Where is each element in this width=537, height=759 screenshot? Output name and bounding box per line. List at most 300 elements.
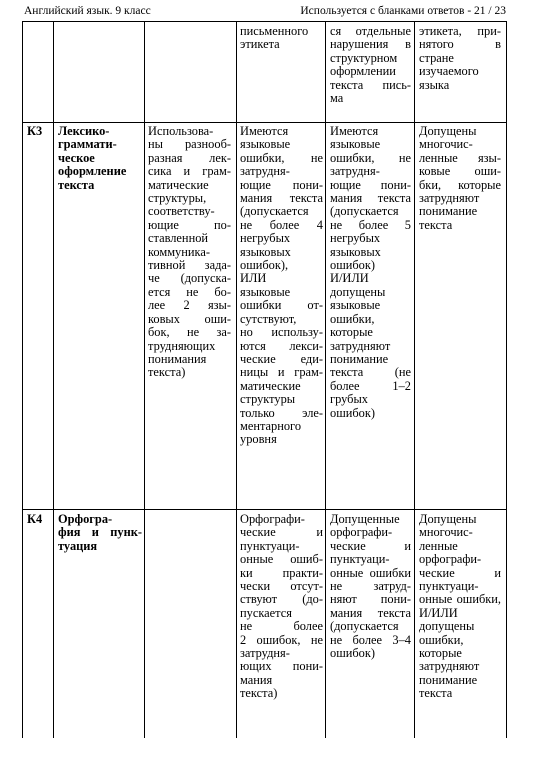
cell-word: зада- [204, 258, 231, 273]
cell-word: затрудняют [419, 659, 480, 674]
cell-word: пускается [240, 605, 292, 620]
cell-line [58, 152, 142, 165]
cell-word: бок, [148, 325, 170, 340]
cell-word: ошибки, [419, 632, 464, 647]
cell-line [419, 219, 501, 232]
cell-word: (допуска- [180, 271, 231, 286]
cell-line [419, 634, 501, 647]
cell-word: бо- [214, 284, 231, 299]
cell-word: текста [377, 191, 411, 206]
cell-word: языковые [240, 137, 291, 152]
cell-word: изучаемого [419, 64, 479, 79]
top-row-col4 [240, 25, 323, 52]
cell-word: допущены [419, 619, 475, 634]
cell-word: Имеются [240, 124, 289, 138]
k4-code: К4 [27, 512, 43, 526]
cell-word: (до- [302, 592, 323, 607]
cell-word: языковых [330, 244, 381, 259]
cell-word: пунктуаци- [419, 579, 479, 594]
cell-word: мания [240, 672, 273, 687]
cell-line [148, 340, 231, 353]
cell-line [419, 674, 501, 687]
cell-word: которые [330, 325, 373, 340]
cell-word: не [330, 217, 343, 232]
cell-line [240, 179, 323, 192]
cell-line [330, 125, 411, 138]
cell-line [148, 232, 231, 245]
cell-line [240, 165, 323, 178]
table-col-divider [414, 22, 415, 738]
cell-word: пони- [380, 592, 411, 607]
cell-word: ошибки, [456, 592, 501, 607]
cell-line [330, 580, 411, 593]
cell-word: лее [148, 298, 166, 313]
cell-word: ментарного [240, 418, 302, 433]
cell-word: 2 [240, 632, 247, 647]
cell-line [330, 593, 411, 606]
cell-word: разная [148, 150, 183, 165]
cell-word: пунктуаци- [330, 552, 390, 567]
cell-line [330, 259, 411, 272]
cell-word: ческие [240, 525, 276, 540]
cell-word: за- [216, 325, 231, 340]
cell-word: понимание [419, 672, 478, 687]
cell-word: пони- [380, 177, 411, 192]
cell-line [240, 38, 323, 51]
cell-word: не [240, 619, 253, 634]
cell-line [240, 125, 323, 138]
header-page-info: Используется с бланками ответов - 21 / 23 [300, 5, 506, 17]
cell-line [240, 313, 323, 326]
cell-line [240, 526, 323, 539]
cell-word: языковые [330, 298, 381, 313]
cell-word: не [240, 217, 253, 232]
cell-word: структуры [240, 392, 296, 407]
cell-line [330, 299, 411, 312]
cell-word: ошиб- [290, 552, 323, 567]
cell-line [240, 513, 323, 526]
cell-word: 3–4 [392, 632, 411, 647]
cell-word: оши- [204, 311, 231, 326]
cell-line [330, 272, 411, 285]
cell-line [330, 38, 411, 51]
cell-line [58, 179, 142, 192]
cell-word: (допускается [330, 204, 399, 219]
cell-word: по- [214, 217, 231, 232]
cell-word: Орфогра- [58, 512, 113, 526]
cell-word: ницы [240, 365, 269, 380]
k4-criterion-title [58, 513, 142, 553]
cell-word: соответству- [148, 204, 215, 219]
cell-line [419, 65, 501, 78]
cell-line [330, 52, 411, 65]
cell-word: граммати- [58, 137, 117, 152]
cell-word: в [405, 37, 411, 52]
cell-line [240, 152, 323, 165]
k4-score-low [330, 513, 411, 660]
cell-line [419, 125, 501, 138]
cell-word: ствуют [240, 592, 278, 607]
cell-word: ошибки [369, 565, 411, 580]
cell-word: не [186, 325, 200, 340]
cell-line [330, 567, 411, 580]
cell-word: язы- [207, 298, 231, 313]
cell-line [148, 152, 231, 165]
cell-line [58, 138, 142, 151]
cell-line [240, 380, 323, 393]
cell-word: онные [330, 565, 364, 580]
cell-line [419, 553, 501, 566]
cell-word: Имеются [330, 124, 379, 138]
cell-line [330, 634, 411, 647]
cell-word: лек- [209, 150, 231, 165]
cell-word: ческие [330, 538, 366, 553]
cell-line [148, 299, 231, 312]
cell-word: многочис- [419, 137, 473, 152]
cell-word: не [330, 632, 343, 647]
cell-word: трудняющих [148, 338, 216, 353]
cell-word: более [352, 632, 383, 647]
cell-word: ошибок) [330, 258, 376, 273]
cell-word: текста [330, 365, 364, 380]
cell-word: лекси- [289, 338, 323, 353]
cell-line [419, 540, 501, 553]
cell-word: чески [240, 579, 271, 594]
cell-word: и [494, 565, 501, 580]
cell-line [330, 25, 411, 38]
cell-word: не [398, 150, 411, 165]
cell-line [240, 219, 323, 232]
cell-line [240, 138, 323, 151]
cell-word: текста) [148, 365, 186, 380]
cell-word: структурном [330, 50, 398, 65]
cell-word: от- [307, 298, 323, 313]
cell-word: более [330, 378, 360, 393]
cell-line [240, 420, 323, 433]
cell-word: ющие [330, 177, 361, 192]
cell-line [240, 232, 323, 245]
cell-word: язы- [477, 150, 501, 165]
header-subject: Английский язык. 9 класс [24, 5, 151, 17]
top-row-col6 [419, 25, 501, 92]
cell-line [419, 205, 501, 218]
cell-line [330, 165, 411, 178]
cell-line [240, 246, 323, 259]
cell-word: которые [458, 177, 501, 192]
cell-line [240, 393, 323, 406]
cell-word: затрудня- [240, 646, 290, 661]
k3-criterion-title [58, 125, 142, 192]
cell-word: Допущенные [330, 512, 400, 526]
cell-line [240, 540, 323, 553]
cell-line [148, 138, 231, 151]
cell-line [240, 353, 323, 366]
cell-word: этикета [240, 37, 280, 52]
cell-word: ошибки, [240, 150, 285, 165]
cell-word: ющих [240, 659, 272, 674]
cell-word: затрудня- [330, 164, 380, 179]
cell-line [240, 205, 323, 218]
cell-word: сутствуют, [240, 311, 297, 326]
cell-word: использу- [271, 325, 323, 340]
cell-word: структуры, [148, 191, 207, 206]
cell-line [330, 152, 411, 165]
cell-line [58, 165, 142, 178]
cell-word: (допускается [330, 619, 399, 634]
cell-word: ленные [419, 538, 458, 553]
cell-word: коммуника- [148, 244, 210, 259]
cell-word: практи- [282, 565, 323, 580]
cell-line [240, 366, 323, 379]
cell-line [148, 313, 231, 326]
cell-line [240, 580, 323, 593]
cell-line [419, 567, 501, 580]
cell-line [330, 79, 411, 92]
cell-word: стране [419, 50, 454, 65]
cell-word: допущены [330, 284, 386, 299]
cell-word: ошибок) [330, 405, 376, 420]
cell-word: онные [419, 592, 453, 607]
cell-line [240, 607, 323, 620]
cell-word: ошибок) [330, 646, 376, 661]
cell-word: и [316, 525, 323, 540]
cell-line [148, 326, 231, 339]
cell-line [148, 205, 231, 218]
cell-word: Лексико- [58, 124, 110, 138]
cell-word: языковых [240, 244, 291, 259]
cell-word: грубых [330, 392, 368, 407]
cell-line [330, 246, 411, 259]
cell-line [330, 553, 411, 566]
cell-line [419, 647, 501, 660]
cell-word: ошибки, [330, 150, 375, 165]
cell-word: текста [330, 77, 364, 92]
cell-line [330, 407, 411, 420]
cell-line [330, 647, 411, 660]
cell-word: ческое [58, 150, 95, 165]
cell-word: нарушения [330, 37, 389, 52]
k3-score-high [148, 125, 231, 380]
cell-word: еди- [300, 351, 323, 366]
cell-line [419, 152, 501, 165]
cell-word: языковые [330, 137, 381, 152]
cell-line [240, 660, 323, 673]
cell-word: оформлении [330, 64, 396, 79]
cell-word: мания [330, 605, 363, 620]
cell-line [419, 165, 501, 178]
cell-line [330, 205, 411, 218]
cell-word: оши- [474, 164, 501, 179]
cell-word: которые [419, 646, 462, 661]
cell-line [240, 299, 323, 312]
cell-line [330, 366, 411, 379]
cell-word: 2 [183, 298, 190, 313]
cell-line [330, 179, 411, 192]
cell-word: затрудня- [240, 164, 290, 179]
cell-word: разнооб- [184, 137, 231, 152]
cell-word: текста [419, 217, 453, 232]
k3-score-mid [240, 125, 323, 447]
cell-line [240, 634, 323, 647]
cell-word: нятого [419, 37, 454, 52]
cell-word: текста [289, 191, 323, 206]
cell-line [148, 286, 231, 299]
cell-word: более [269, 217, 300, 232]
cell-word: И/ИЛИ [419, 605, 458, 620]
cell-line [240, 192, 323, 205]
table-col-divider [53, 22, 54, 738]
cell-line [240, 567, 323, 580]
cell-line [240, 553, 323, 566]
cell-word: сика [148, 164, 172, 179]
cell-line [58, 526, 142, 539]
cell-word: не [310, 150, 323, 165]
cell-line [148, 125, 231, 138]
cell-line [330, 393, 411, 406]
cell-line [419, 607, 501, 620]
cell-word: оформление [58, 164, 127, 179]
cell-word: не [186, 284, 199, 299]
cell-word: ошибки [240, 298, 282, 313]
table-row-divider [22, 509, 507, 510]
cell-word: ческие [419, 565, 455, 580]
cell-line [240, 272, 323, 285]
cell-line [330, 540, 411, 553]
cell-word: (не [394, 365, 411, 380]
table-col-divider [236, 22, 237, 738]
cell-line [419, 192, 501, 205]
cell-word: в [495, 37, 501, 52]
cell-line [419, 687, 501, 700]
cell-line [330, 353, 411, 366]
cell-word: отдельные [355, 24, 411, 38]
table-border-left [22, 22, 23, 738]
cell-word: при- [477, 24, 501, 38]
cell-line [330, 607, 411, 620]
cell-word: текста [58, 177, 95, 192]
cell-word: не [310, 632, 323, 647]
cell-word: но [240, 325, 253, 340]
cell-word: пунк- [110, 525, 142, 540]
cell-word: ся [330, 24, 342, 38]
cell-line [419, 25, 501, 38]
cell-word: затрудняют [419, 191, 480, 206]
cell-line [330, 192, 411, 205]
cell-line [240, 259, 323, 272]
cell-word: ющие [148, 217, 179, 232]
k3-score-zero [419, 125, 501, 232]
cell-line [148, 353, 231, 366]
cell-word: отсут- [290, 579, 323, 594]
cell-word: матические [148, 177, 209, 192]
cell-word: Орфографи- [240, 512, 305, 526]
cell-line [419, 660, 501, 673]
cell-word: орфографи- [419, 552, 482, 567]
cell-line [240, 433, 323, 446]
cell-line [330, 326, 411, 339]
cell-line [330, 620, 411, 633]
cell-line [240, 25, 323, 38]
cell-line [419, 620, 501, 633]
cell-word: грам- [202, 164, 231, 179]
cell-word: (допускается [240, 204, 309, 219]
cell-word: уровня [240, 432, 277, 447]
cell-line [330, 513, 411, 526]
cell-line [240, 407, 323, 420]
cell-word: затрудняют [330, 338, 391, 353]
cell-word: текста) [240, 686, 278, 701]
cell-word: Допущены [419, 124, 477, 138]
cell-word: матические [240, 378, 301, 393]
cell-line [330, 286, 411, 299]
cell-word: Допущены [419, 512, 477, 526]
cell-word: языка [419, 77, 450, 92]
cell-word: ИЛИ [240, 271, 267, 286]
cell-word: пунктуаци- [240, 538, 300, 553]
cell-word: негрубых [330, 231, 381, 246]
cell-word: затруд- [373, 579, 411, 594]
cell-line [240, 620, 323, 633]
cell-word: ковые [419, 164, 451, 179]
cell-line [330, 526, 411, 539]
cell-line [419, 52, 501, 65]
cell-word: и [404, 538, 411, 553]
cell-line [148, 192, 231, 205]
table-col-divider [325, 22, 326, 738]
cell-word: текста [419, 686, 453, 701]
cell-word: пони- [292, 177, 323, 192]
cell-word: 1–2 [392, 378, 411, 393]
cell-word: няют [330, 592, 357, 607]
cell-word: понимание [330, 351, 389, 366]
cell-word: И/ИЛИ [330, 271, 369, 286]
cell-line [148, 366, 231, 379]
cell-line [148, 179, 231, 192]
cell-word: 4 [316, 217, 323, 232]
cell-word: туация [58, 538, 98, 553]
cell-line [330, 138, 411, 151]
k3-code: К3 [27, 124, 43, 138]
cell-word: орфографи- [330, 525, 393, 540]
cell-line [419, 580, 501, 593]
cell-line [240, 326, 323, 339]
table-row-divider [22, 122, 507, 123]
cell-word: и [277, 365, 285, 380]
cell-line [330, 92, 411, 105]
cell-word: ма [330, 91, 344, 106]
cell-word: и [183, 164, 191, 179]
cell-line [148, 272, 231, 285]
cell-line [58, 513, 142, 526]
cell-word: ошибки, [330, 311, 375, 326]
cell-word: текста [377, 605, 411, 620]
cell-word: тивной [148, 258, 186, 273]
k4-score-zero [419, 513, 501, 701]
cell-word: мания [240, 191, 273, 206]
cell-word: ющие [240, 177, 271, 192]
cell-line [330, 232, 411, 245]
cell-word: ставленной [148, 231, 209, 246]
cell-word: только [240, 405, 275, 420]
cell-word: че [148, 271, 160, 286]
cell-word: мания [330, 191, 363, 206]
cell-word: не [330, 579, 343, 594]
cell-line [419, 79, 501, 92]
cell-word: понимание [419, 204, 478, 219]
cell-line [240, 674, 323, 687]
cell-word: ошибок), [240, 258, 289, 273]
k3-score-low [330, 125, 411, 420]
